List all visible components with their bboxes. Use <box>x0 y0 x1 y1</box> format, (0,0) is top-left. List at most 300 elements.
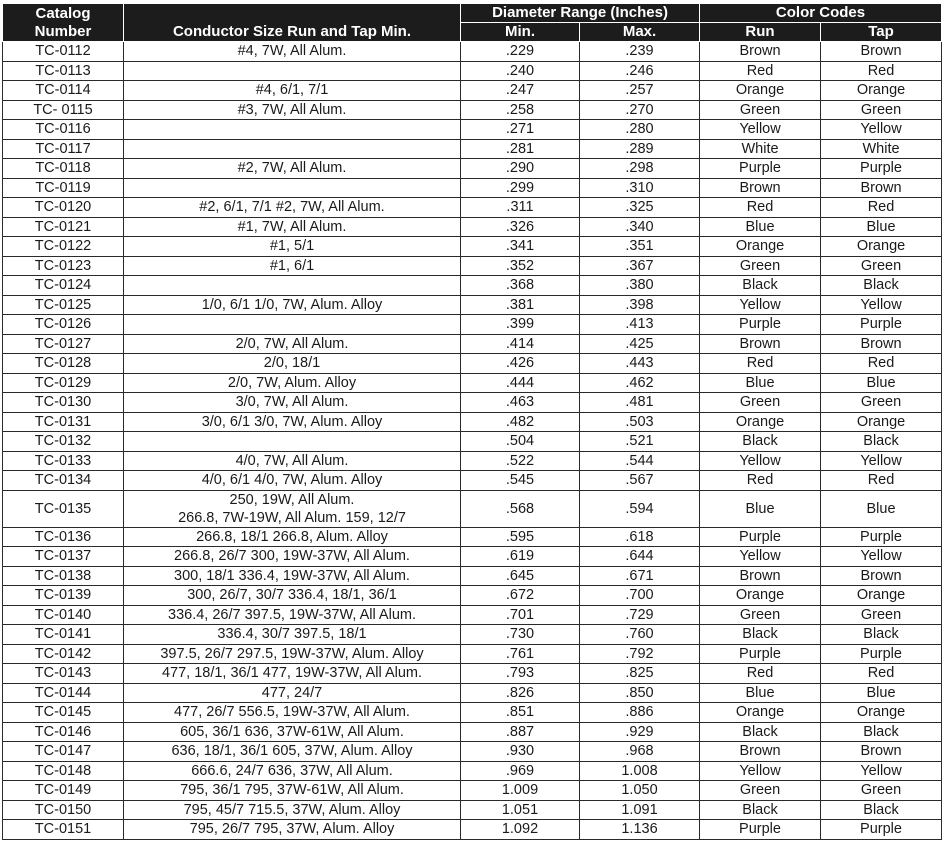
conductor-size-cell <box>124 120 461 140</box>
conductor-spec-table <box>2 3 942 840</box>
run-color-cell: Black <box>700 276 821 296</box>
conductor-size-cell <box>124 586 461 606</box>
conductor-size-line: 250, 19W, All Alum. <box>229 491 355 508</box>
catalog-number-cell: TC-0122 <box>3 237 124 257</box>
run-color-cell: Black <box>700 625 821 645</box>
diameter-min-cell: .595 <box>461 527 580 547</box>
catalog-number-cell: TC-0144 <box>3 683 124 703</box>
conductor-size-line: 477, 18/1, 36/1 477, 19W-37W, All Alum. <box>161 665 423 682</box>
tap-color-cell: Yellow <box>821 451 942 471</box>
tap-color-cell: Purple <box>821 315 942 335</box>
run-color-cell: Green <box>700 393 821 413</box>
diameter-max-cell: 1.008 <box>580 761 700 781</box>
tap-color-cell: Brown <box>821 334 942 354</box>
diameter-min-cell: .444 <box>461 373 580 393</box>
catalog-number-cell: TC-0151 <box>3 820 124 840</box>
table-row <box>3 683 942 703</box>
table-row <box>3 412 942 432</box>
table-row <box>3 742 942 762</box>
diameter-min-cell: .426 <box>461 354 580 374</box>
conductor-size-cell <box>124 547 461 567</box>
catalog-header-line1: Catalog <box>35 4 91 22</box>
conductor-size-line: #4, 7W, All Alum. <box>237 43 347 60</box>
conductor-size-cell <box>124 471 461 491</box>
tap-color-cell: Green <box>821 393 942 413</box>
conductor-size-cell <box>124 566 461 586</box>
table-row <box>3 61 942 81</box>
conductor-size-line: 336.4, 26/7 397.5, 19W-37W, All Alum. <box>168 606 416 623</box>
tap-color-cell: Orange <box>821 237 942 257</box>
diameter-max-cell: .929 <box>580 722 700 742</box>
run-color-cell: Black <box>700 722 821 742</box>
diameter-min-cell: .730 <box>461 625 580 645</box>
table-row <box>3 256 942 276</box>
diameter-min-cell: .326 <box>461 217 580 237</box>
run-color-cell: Brown <box>700 742 821 762</box>
catalog-number-cell: TC-0112 <box>3 42 124 62</box>
catalog-number-cell: TC-0124 <box>3 276 124 296</box>
diameter-min-cell: 1.092 <box>461 820 580 840</box>
catalog-number-cell: TC-0143 <box>3 664 124 684</box>
diameter-max-cell: .270 <box>580 100 700 120</box>
conductor-size-cell <box>124 198 461 218</box>
conductor-size-cell <box>124 178 461 198</box>
conductor-size-line: #4, 6/1, 7/1 <box>255 82 329 99</box>
catalog-number-cell: TC-0149 <box>3 781 124 801</box>
diameter-max-cell: .700 <box>580 586 700 606</box>
diameter-max-cell: .567 <box>580 471 700 491</box>
table-row <box>3 490 942 527</box>
run-color-cell: Green <box>700 100 821 120</box>
table-row <box>3 139 942 159</box>
tap-color-cell: Red <box>821 471 942 491</box>
diameter-max-cell: .310 <box>580 178 700 198</box>
conductor-size-line: 300, 18/1 336.4, 19W-37W, All Alum. <box>174 567 410 584</box>
diameter-min-cell: .271 <box>461 120 580 140</box>
tap-color-cell: Blue <box>821 490 942 527</box>
table-row <box>3 722 942 742</box>
tap-color-cell: Green <box>821 100 942 120</box>
tap-color-cell: Orange <box>821 586 942 606</box>
diameter-min-cell: .463 <box>461 393 580 413</box>
tap-color-cell: Blue <box>821 217 942 237</box>
diameter-max-cell: .398 <box>580 295 700 315</box>
tap-color-cell: Purple <box>821 159 942 179</box>
tap-color-cell: Purple <box>821 820 942 840</box>
conductor-size-cell <box>124 722 461 742</box>
tap-color-cell: Brown <box>821 742 942 762</box>
run-header: Run <box>700 23 821 42</box>
table-row <box>3 547 942 567</box>
table-row <box>3 334 942 354</box>
run-color-cell: Green <box>700 256 821 276</box>
table-body <box>3 42 942 840</box>
diameter-max-cell: .644 <box>580 547 700 567</box>
color-codes-header: Color Codes <box>700 4 942 23</box>
table-row <box>3 81 942 101</box>
conductor-size-cell <box>124 644 461 664</box>
catalog-number-cell: TC-0150 <box>3 800 124 820</box>
run-color-cell: Purple <box>700 820 821 840</box>
conductor-size-cell <box>124 276 461 296</box>
tap-color-cell: Red <box>821 61 942 81</box>
diameter-max-cell: .340 <box>580 217 700 237</box>
conductor-size-line: 795, 45/7 715.5, 37W, Alum. Alloy <box>183 801 401 818</box>
tap-color-cell: Brown <box>821 178 942 198</box>
tap-color-cell: Purple <box>821 644 942 664</box>
tap-color-cell: Green <box>821 781 942 801</box>
conductor-size-line: 477, 24/7 <box>261 684 323 701</box>
conductor-size-line: #1, 6/1 <box>269 257 315 274</box>
tap-color-cell: Blue <box>821 373 942 393</box>
catalog-number-cell: TC-0126 <box>3 315 124 335</box>
diameter-max-cell: .289 <box>580 139 700 159</box>
conductor-size-cell <box>124 490 461 527</box>
conductor-size-cell <box>124 315 461 335</box>
tap-color-cell: Brown <box>821 566 942 586</box>
run-color-cell: Orange <box>700 412 821 432</box>
conductor-size-line: 795, 36/1 795, 37W-61W, All Alum. <box>180 782 404 799</box>
tap-color-cell: Blue <box>821 683 942 703</box>
catalog-number-header <box>3 4 124 42</box>
conductor-size-line: 3/0, 6/1 3/0, 7W, Alum. Alloy <box>201 413 383 430</box>
diameter-min-cell: .793 <box>461 664 580 684</box>
catalog-number-cell: TC-0120 <box>3 198 124 218</box>
tap-color-cell: White <box>821 139 942 159</box>
table-row <box>3 100 942 120</box>
diameter-min-cell: 1.009 <box>461 781 580 801</box>
diameter-max-cell: .298 <box>580 159 700 179</box>
catalog-number-cell: TC-0121 <box>3 217 124 237</box>
run-color-cell: Yellow <box>700 451 821 471</box>
diameter-max-cell: .544 <box>580 451 700 471</box>
run-color-cell: Green <box>700 605 821 625</box>
table-row <box>3 42 942 62</box>
run-color-cell: Brown <box>700 566 821 586</box>
conductor-size-line: 2/0, 18/1 <box>263 355 321 372</box>
conductor-size-cell <box>124 761 461 781</box>
table-row <box>3 781 942 801</box>
diameter-min-cell: .414 <box>461 334 580 354</box>
diameter-max-cell: .521 <box>580 432 700 452</box>
table-row <box>3 217 942 237</box>
conductor-size-cell <box>124 625 461 645</box>
run-color-cell: Orange <box>700 586 821 606</box>
conductor-size-cell <box>124 605 461 625</box>
diameter-min-cell: .568 <box>461 490 580 527</box>
diameter-max-cell: .257 <box>580 81 700 101</box>
conductor-size-cell <box>124 100 461 120</box>
catalog-number-cell: TC-0137 <box>3 547 124 567</box>
catalog-number-cell: TC-0132 <box>3 432 124 452</box>
tap-color-cell: Red <box>821 198 942 218</box>
catalog-number-cell: TC-0119 <box>3 178 124 198</box>
tap-color-cell: Black <box>821 276 942 296</box>
conductor-size-line: 605, 36/1 636, 37W-61W, All Alum. <box>180 723 404 740</box>
table-row <box>3 178 942 198</box>
catalog-number-cell: TC-0125 <box>3 295 124 315</box>
table-row <box>3 605 942 625</box>
catalog-number-cell: TC-0117 <box>3 139 124 159</box>
tap-color-cell: Yellow <box>821 120 942 140</box>
diameter-max-cell: .594 <box>580 490 700 527</box>
diameter-min-cell: .281 <box>461 139 580 159</box>
conductor-size-cell <box>124 527 461 547</box>
diameter-min-cell: .887 <box>461 722 580 742</box>
diameter-min-cell: .482 <box>461 412 580 432</box>
catalog-number-cell: TC-0118 <box>3 159 124 179</box>
catalog-number-cell: TC-0130 <box>3 393 124 413</box>
table-row <box>3 276 942 296</box>
catalog-number-cell: TC-0113 <box>3 61 124 81</box>
catalog-number-cell: TC-0139 <box>3 586 124 606</box>
conductor-size-line: 1/0, 6/1 1/0, 7W, Alum. Alloy <box>201 296 383 313</box>
table-row <box>3 373 942 393</box>
catalog-number-cell: TC-0129 <box>3 373 124 393</box>
conductor-size-cell <box>124 334 461 354</box>
table-row <box>3 354 942 374</box>
run-color-cell: Blue <box>700 217 821 237</box>
tap-color-cell: Black <box>821 800 942 820</box>
table-row <box>3 471 942 491</box>
catalog-number-cell: TC-0116 <box>3 120 124 140</box>
diameter-min-cell: .645 <box>461 566 580 586</box>
diameter-max-cell: .825 <box>580 664 700 684</box>
table-row <box>3 625 942 645</box>
conductor-size-line: 2/0, 7W, Alum. Alloy <box>227 374 357 391</box>
diameter-min-cell: .258 <box>461 100 580 120</box>
diameter-max-cell: .246 <box>580 61 700 81</box>
table-row <box>3 644 942 664</box>
table-row <box>3 761 942 781</box>
run-color-cell: Orange <box>700 703 821 723</box>
run-color-cell: Orange <box>700 237 821 257</box>
diameter-max-cell: .367 <box>580 256 700 276</box>
conductor-size-line: 266.8, 18/1 266.8, Alum. Alloy <box>196 528 388 545</box>
diameter-min-cell: .311 <box>461 198 580 218</box>
conductor-size-cell <box>124 256 461 276</box>
run-color-cell: Green <box>700 781 821 801</box>
run-color-cell: Brown <box>700 334 821 354</box>
run-color-cell: Purple <box>700 159 821 179</box>
table-row <box>3 451 942 471</box>
diameter-max-cell: .425 <box>580 334 700 354</box>
conductor-size-line: 266.8, 26/7 300, 19W-37W, All Alum. <box>174 548 410 565</box>
conductor-size-line: #3, 7W, All Alum. <box>237 101 347 118</box>
diameter-max-cell: .280 <box>580 120 700 140</box>
run-color-cell: Blue <box>700 373 821 393</box>
run-color-cell: Red <box>700 198 821 218</box>
run-color-cell: Brown <box>700 178 821 198</box>
catalog-number-cell: TC-0123 <box>3 256 124 276</box>
conductor-size-line: 266.8, 7W-19W, All Alum. 159, 12/7 <box>178 509 406 526</box>
tap-color-cell: Yellow <box>821 547 942 567</box>
tap-color-cell: Purple <box>821 527 942 547</box>
catalog-number-cell: TC- 0115 <box>3 100 124 120</box>
diameter-max-cell: .413 <box>580 315 700 335</box>
conductor-size-line: 397.5, 26/7 297.5, 19W-37W, Alum. Alloy <box>160 645 424 662</box>
run-color-cell: Purple <box>700 315 821 335</box>
conductor-size-line: 4/0, 7W, All Alum. <box>235 452 349 469</box>
table-row <box>3 820 942 840</box>
diameter-max-cell: .443 <box>580 354 700 374</box>
conductor-size-line: 666.6, 24/7 636, 37W, All Alum. <box>191 762 393 779</box>
diameter-max-cell: .886 <box>580 703 700 723</box>
diameter-max-cell: .671 <box>580 566 700 586</box>
catalog-number-cell: TC-0127 <box>3 334 124 354</box>
table-row <box>3 198 942 218</box>
diameter-max-cell: 1.091 <box>580 800 700 820</box>
conductor-size-line: #1, 5/1 <box>269 238 315 255</box>
diameter-max-cell: .325 <box>580 198 700 218</box>
catalog-number-cell: TC-0140 <box>3 605 124 625</box>
tap-color-cell: Orange <box>821 703 942 723</box>
run-color-cell: Black <box>700 432 821 452</box>
conductor-size-cell <box>124 432 461 452</box>
diameter-min-cell: .930 <box>461 742 580 762</box>
catalog-number-cell: TC-0141 <box>3 625 124 645</box>
diameter-min-cell: .504 <box>461 432 580 452</box>
table-row <box>3 315 942 335</box>
table-row <box>3 393 942 413</box>
table-row <box>3 237 942 257</box>
tap-color-cell: Orange <box>821 81 942 101</box>
diameter-min-cell: .368 <box>461 276 580 296</box>
conductor-size-line: 300, 26/7, 30/7 336.4, 18/1, 36/1 <box>187 587 397 604</box>
diameter-min-cell: .381 <box>461 295 580 315</box>
catalog-number-cell: TC-0136 <box>3 527 124 547</box>
run-color-cell: Blue <box>700 490 821 527</box>
diameter-max-cell: .968 <box>580 742 700 762</box>
diameter-min-cell: .352 <box>461 256 580 276</box>
diameter-min-cell: 1.051 <box>461 800 580 820</box>
diameter-min-cell: .247 <box>461 81 580 101</box>
max-header: Max. <box>580 23 700 42</box>
table-row <box>3 527 942 547</box>
diameter-max-cell: .618 <box>580 527 700 547</box>
diameter-min-cell: .619 <box>461 547 580 567</box>
diameter-min-cell: .826 <box>461 683 580 703</box>
run-color-cell: Blue <box>700 683 821 703</box>
conductor-size-line: 2/0, 7W, All Alum. <box>235 335 349 352</box>
conductor-size-cell <box>124 683 461 703</box>
conductor-size-cell <box>124 42 461 62</box>
run-color-cell: Yellow <box>700 547 821 567</box>
catalog-number-cell: TC-0135 <box>3 490 124 527</box>
diameter-max-cell: .481 <box>580 393 700 413</box>
conductor-size-cell <box>124 373 461 393</box>
tap-color-cell: Orange <box>821 412 942 432</box>
table-row <box>3 120 942 140</box>
conductor-size-cell <box>124 139 461 159</box>
diameter-min-cell: .240 <box>461 61 580 81</box>
conductor-size-cell <box>124 742 461 762</box>
tap-color-cell: Black <box>821 432 942 452</box>
catalog-number-cell: TC-0142 <box>3 644 124 664</box>
catalog-number-cell: TC-0145 <box>3 703 124 723</box>
diameter-min-cell: .672 <box>461 586 580 606</box>
tap-color-cell: Red <box>821 354 942 374</box>
diameter-min-cell: .341 <box>461 237 580 257</box>
table-row <box>3 800 942 820</box>
run-color-cell: Purple <box>700 527 821 547</box>
run-color-cell: Black <box>700 800 821 820</box>
table-row <box>3 432 942 452</box>
diameter-min-cell: .761 <box>461 644 580 664</box>
diameter-max-cell: .792 <box>580 644 700 664</box>
tap-color-cell: Green <box>821 605 942 625</box>
conductor-size-cell <box>124 81 461 101</box>
diameter-max-cell: .462 <box>580 373 700 393</box>
conductor-size-cell <box>124 393 461 413</box>
diameter-range-header: Diameter Range (Inches) <box>461 4 700 23</box>
catalog-number-cell: TC-0114 <box>3 81 124 101</box>
conductor-size-cell <box>124 237 461 257</box>
run-color-cell: Yellow <box>700 295 821 315</box>
diameter-min-cell: .969 <box>461 761 580 781</box>
diameter-min-cell: .290 <box>461 159 580 179</box>
catalog-number-cell: TC-0146 <box>3 722 124 742</box>
run-color-cell: Red <box>700 354 821 374</box>
conductor-size-cell <box>124 217 461 237</box>
conductor-size-cell <box>124 159 461 179</box>
conductor-size-header: Conductor Size Run and Tap Min. <box>124 4 461 42</box>
conductor-size-cell <box>124 354 461 374</box>
diameter-max-cell: 1.050 <box>580 781 700 801</box>
conductor-size-line: #2, 7W, All Alum. <box>237 160 347 177</box>
run-color-cell: Red <box>700 664 821 684</box>
run-color-cell: Red <box>700 471 821 491</box>
diameter-min-cell: .545 <box>461 471 580 491</box>
run-color-cell: Yellow <box>700 761 821 781</box>
run-color-cell: Orange <box>700 81 821 101</box>
diameter-max-cell: .503 <box>580 412 700 432</box>
diameter-min-cell: .229 <box>461 42 580 62</box>
conductor-size-cell <box>124 800 461 820</box>
conductor-size-line: 477, 26/7 556.5, 19W-37W, All Alum. <box>174 704 410 721</box>
tap-color-cell: Yellow <box>821 295 942 315</box>
conductor-size-cell <box>124 664 461 684</box>
catalog-header-line2: Number <box>34 22 92 40</box>
diameter-max-cell: .351 <box>580 237 700 257</box>
tap-header: Tap <box>821 23 942 42</box>
diameter-min-cell: .522 <box>461 451 580 471</box>
conductor-size-line: 636, 18/1, 36/1 605, 37W, Alum. Alloy <box>171 743 413 760</box>
run-color-cell: Purple <box>700 644 821 664</box>
conductor-size-cell <box>124 61 461 81</box>
diameter-min-cell: .399 <box>461 315 580 335</box>
catalog-number-cell: TC-0131 <box>3 412 124 432</box>
conductor-size-line: 795, 26/7 795, 37W, Alum. Alloy <box>189 821 395 838</box>
diameter-min-cell: .299 <box>461 178 580 198</box>
diameter-max-cell: .380 <box>580 276 700 296</box>
conductor-size-cell <box>124 451 461 471</box>
conductor-size-line: 336.4, 30/7 397.5, 18/1 <box>217 626 367 643</box>
conductor-size-cell <box>124 781 461 801</box>
table-row <box>3 664 942 684</box>
table-row <box>3 159 942 179</box>
table-row <box>3 295 942 315</box>
run-color-cell: Red <box>700 61 821 81</box>
diameter-max-cell: 1.136 <box>580 820 700 840</box>
table-row <box>3 586 942 606</box>
run-color-cell: Yellow <box>700 120 821 140</box>
diameter-max-cell: .760 <box>580 625 700 645</box>
catalog-number-cell: TC-0138 <box>3 566 124 586</box>
catalog-number-cell: TC-0147 <box>3 742 124 762</box>
min-header: Min. <box>461 23 580 42</box>
diameter-max-cell: .850 <box>580 683 700 703</box>
